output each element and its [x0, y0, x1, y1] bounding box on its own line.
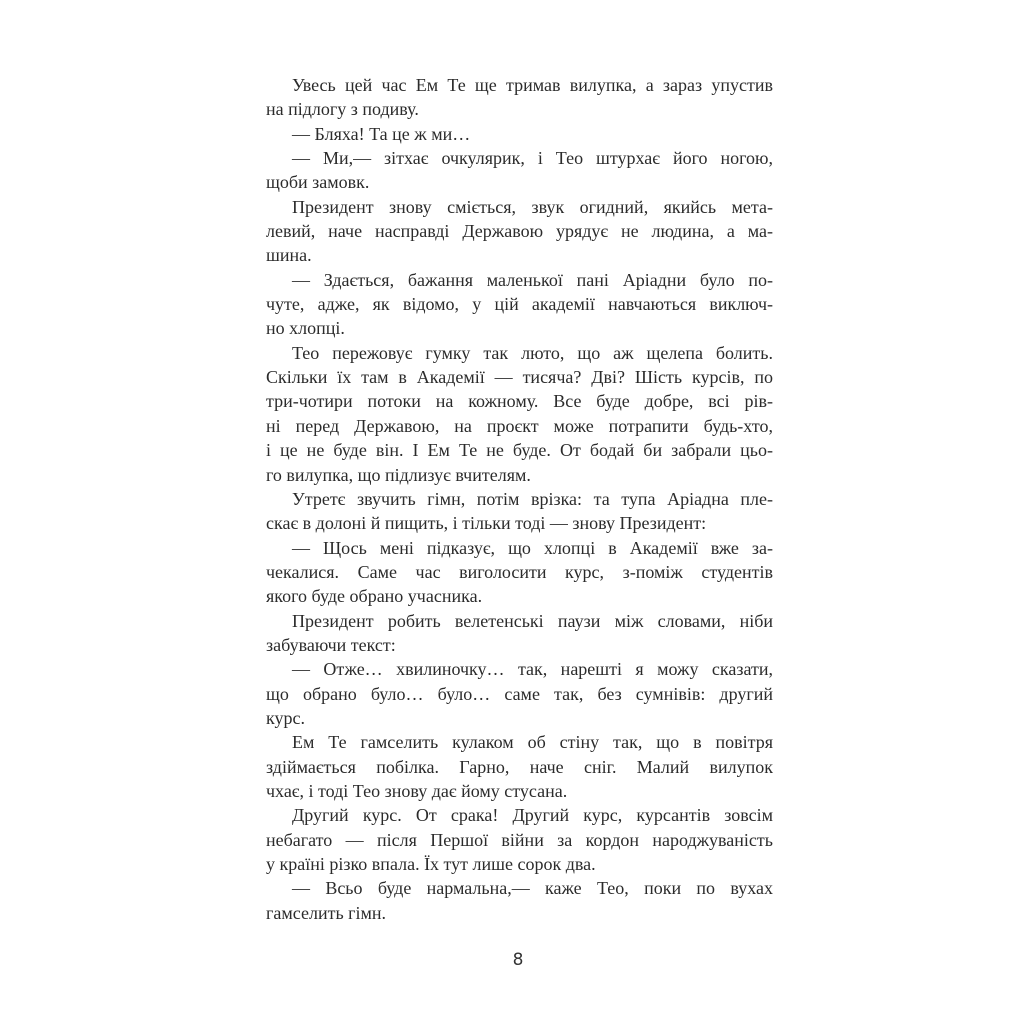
text-line: Увесь цей час Ем Те ще тримав вилупка, а зараз упустив: [292, 75, 773, 95]
text-line: но хлопці.: [266, 318, 345, 339]
text-line: здіймається побілка. Гарно, наче сніг. Малий вилупок: [266, 756, 773, 777]
text-line: — Бляха! Та це ж ми…: [292, 123, 471, 144]
paragraph: [266, 268, 773, 341]
paragraph: [266, 730, 773, 803]
paragraph: [266, 487, 773, 536]
paragraph: [266, 657, 773, 730]
text-line: у країні різко впала. Їх тут лише сорок два.: [266, 854, 596, 874]
text-line: чекалися. Саме час виголосити курс, з-поміж студентів: [266, 561, 773, 582]
text-line: курс.: [266, 707, 305, 728]
text-line: шина.: [266, 245, 312, 266]
text-line: Ем Те гамселить кулаком об стіну так, що в повітря: [292, 732, 773, 753]
paragraph: [266, 536, 773, 609]
text-line: — Отже… хвилиночку… так, нарешті я можу сказати,: [292, 659, 773, 680]
text-line: Утретє звучить гімн, потім врізка: та тупа Аріадна пле-: [292, 488, 773, 509]
text-line: — Щось мені підказує, що хлопці в Академії вже за-: [292, 537, 773, 558]
text-line: Скільки їх там в Академії — тисяча? Дві? Шість курсів, по: [266, 367, 773, 388]
text-line: ні перед Державою, на проєкт може потрапити будь-хто,: [266, 415, 773, 436]
text-line: скає в долоні й пищить, і тільки тоді — знову Президент:: [266, 513, 707, 534]
text-line: — Ми,— зітхає очкулярик, і Тео штурхає його ногою,: [292, 148, 773, 169]
paragraph: [266, 341, 773, 487]
text-line: забуваючи текст:: [266, 634, 396, 655]
text-line: що обрано було… було… саме так, без сумнівів: другий: [266, 683, 773, 704]
paragraph: [266, 146, 773, 195]
text-line: небагато — після Першої війни за кордон народжуваність: [266, 829, 773, 850]
text-line: на підлогу з подиву.: [266, 99, 419, 120]
text-line: гамселить гімн.: [266, 902, 387, 923]
paragraph: [266, 195, 773, 268]
paragraph: [266, 609, 773, 658]
text-line: — Здається, бажання маленької пані Аріадни було по-: [292, 269, 773, 290]
book-page-body: [266, 73, 773, 925]
text-line: якого буде обрано учасника.: [266, 586, 483, 607]
text-line: Президент робить велетенські паузи між словами, ніби: [292, 610, 773, 631]
paragraph: [266, 122, 773, 146]
text-line: левий, наче насправді Державою урядує не людина, а ма-: [266, 221, 773, 242]
paragraph: [266, 876, 773, 925]
text-line: чхає, і тоді Тео знову дає йому стусана.: [266, 780, 568, 801]
text-line: — Всьо буде нармальна,— каже Тео, поки по вухах: [292, 878, 773, 899]
text-line: Президент знову сміється, звук огидний, якийсь мета-: [292, 196, 773, 217]
page-number: 8: [512, 950, 524, 970]
text-line: Другий курс. От срака! Другий курс, курсантів зовсім: [292, 805, 773, 826]
paragraph: [266, 803, 773, 876]
text-line: щоби замовк.: [266, 172, 370, 193]
text-line: три-чотири потоки на кожному. Все буде добре, всі рів-: [266, 391, 773, 412]
paragraph: [266, 73, 773, 122]
text-line: Тео пережовує гумку так люто, що аж щелепа болить.: [292, 342, 773, 363]
text-line: і це не буде він. І Ем Те не буде. От бодай би забрали цьо-: [266, 440, 773, 461]
text-line: го вилупка, що підлизує вчителям.: [266, 464, 531, 485]
text-line: чуте, адже, як відомо, у цій академії навчаються виключ-: [266, 294, 773, 315]
